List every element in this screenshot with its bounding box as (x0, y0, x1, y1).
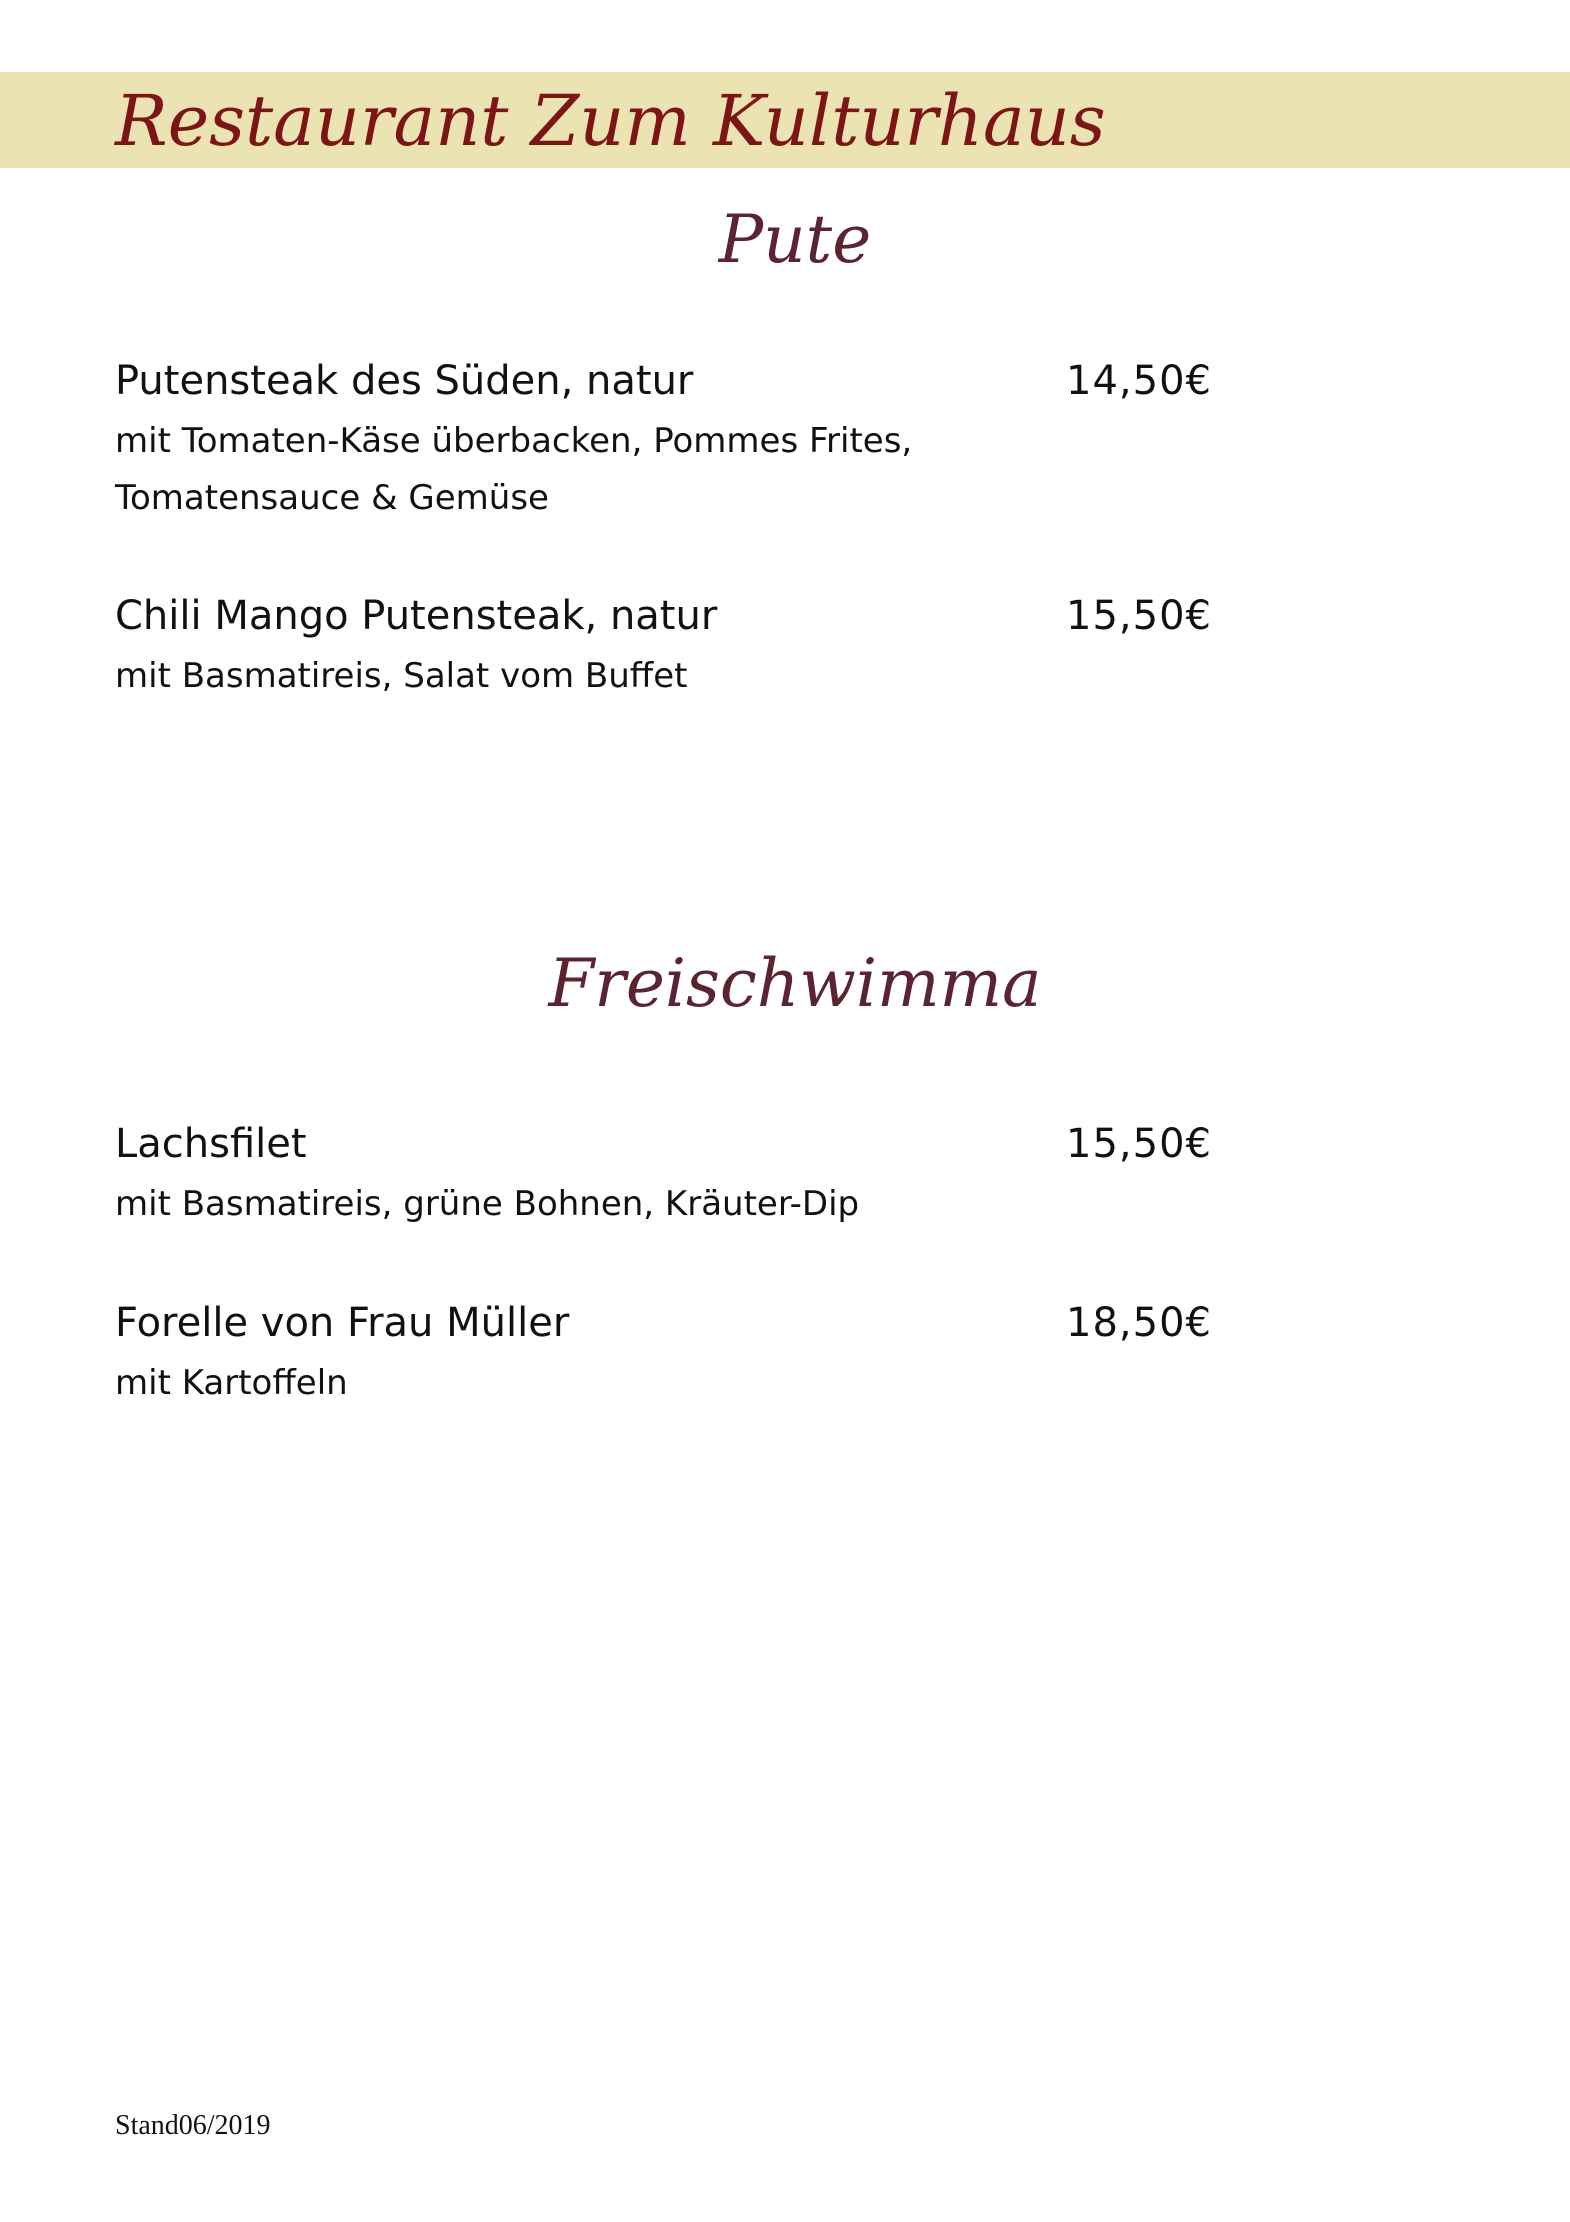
item-description-line: mit Basmatireis, grüne Bohnen, Kräuter-Dip (115, 1184, 860, 1224)
restaurant-name: Restaurant Zum Kulturhaus (115, 80, 1106, 162)
item-price: 15,50€ (1066, 1121, 1212, 1167)
item-price: 14,50€ (1066, 358, 1212, 404)
item-price: 15,50€ (1066, 593, 1212, 639)
item-name: Chili Mango Putensteak, natur (115, 593, 718, 639)
item-name: Putensteak des Süden, natur (115, 358, 694, 404)
footer-stand: Stand06/2019 (115, 2110, 271, 2141)
section-title-freischwimma: Freischwimma (548, 945, 1042, 1022)
section-title-pute: Pute (718, 201, 872, 278)
item-price: 18,50€ (1066, 1300, 1212, 1346)
item-description-line: mit Basmatireis, Salat vom Buffet (115, 656, 688, 696)
item-description (115, 1176, 859, 1233)
item-description-line: mit Kartoffeln (115, 1363, 348, 1403)
item-description (115, 413, 912, 527)
item-name: Lachsfilet (115, 1121, 307, 1167)
item-description-line: Tomatensauce & Gemüse (115, 478, 549, 518)
item-description-line: mit Tomaten-Käse überbacken, Pommes Frites, (115, 421, 913, 461)
item-description (115, 648, 687, 705)
item-description (115, 1355, 348, 1412)
item-name: Forelle von Frau Müller (115, 1300, 570, 1346)
